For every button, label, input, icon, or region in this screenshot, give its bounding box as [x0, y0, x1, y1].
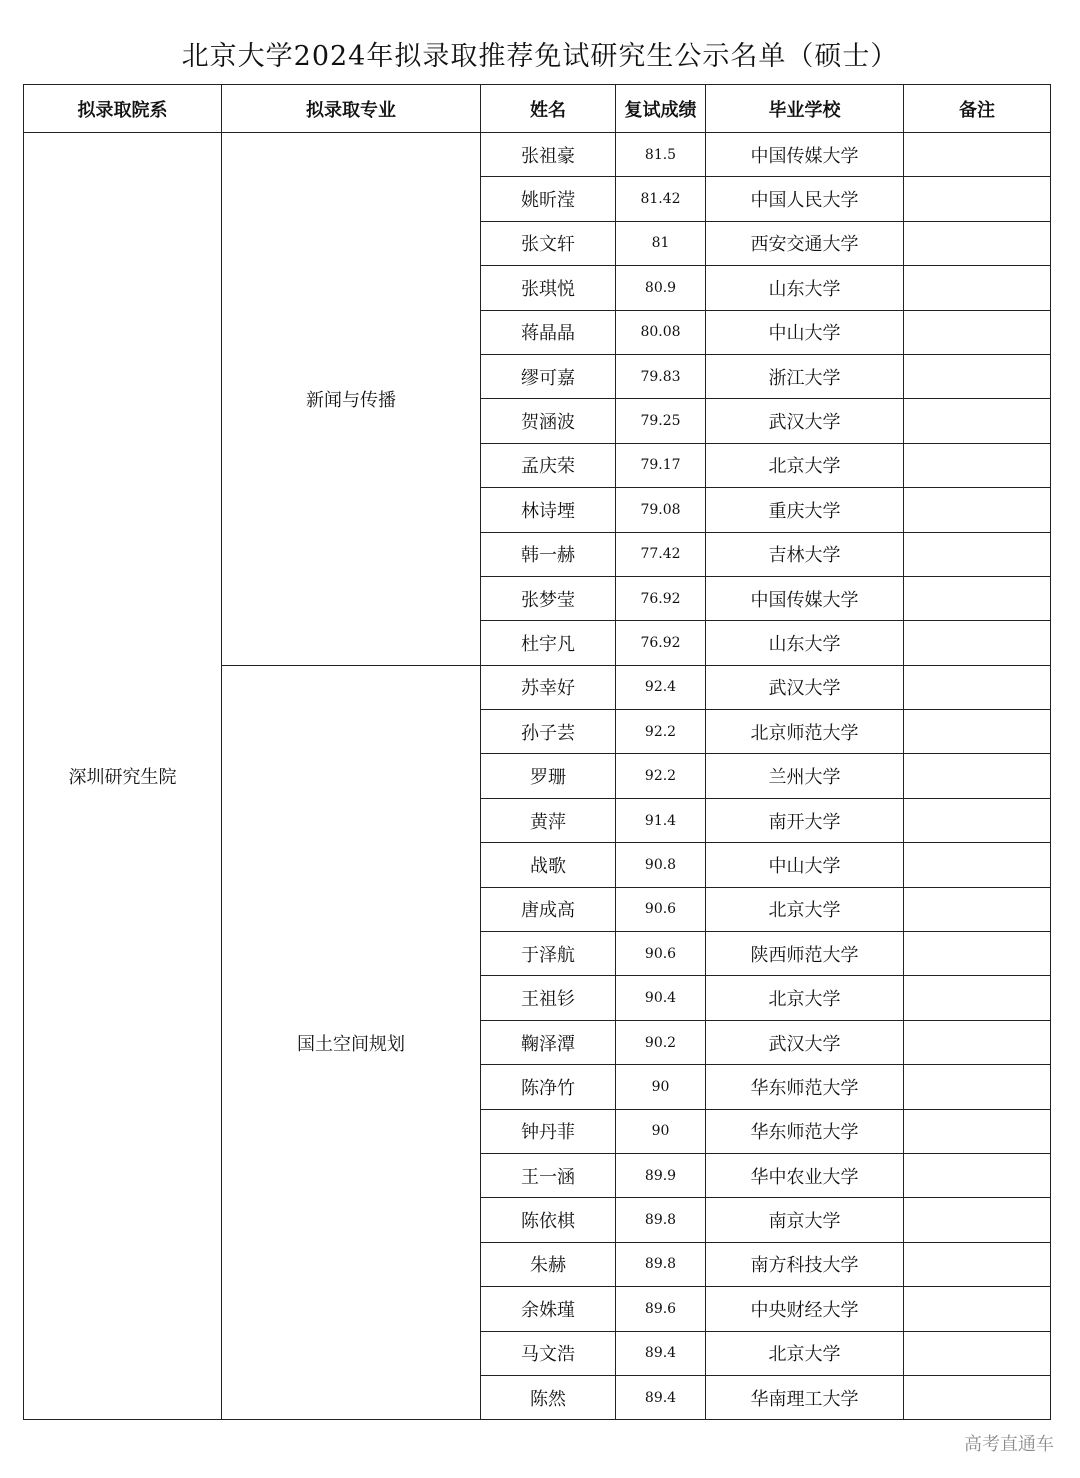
score-cell: 80.08 — [616, 310, 706, 354]
student-name-cell: 韩一赫 — [481, 532, 616, 576]
score-cell: 92.2 — [616, 710, 706, 754]
score-cell: 89.8 — [616, 1242, 706, 1286]
score-cell: 89.4 — [616, 1331, 706, 1375]
score-cell: 81.5 — [616, 133, 706, 177]
school-cell: 中国人民大学 — [706, 177, 904, 221]
student-name-cell: 缪可嘉 — [481, 354, 616, 398]
school-cell: 武汉大学 — [706, 665, 904, 709]
note-cell — [904, 310, 1051, 354]
score-cell: 90.4 — [616, 976, 706, 1020]
score-cell: 90.6 — [616, 887, 706, 931]
student-name-cell: 杜宇凡 — [481, 621, 616, 665]
note-cell — [904, 1375, 1051, 1419]
school-cell: 兰州大学 — [706, 754, 904, 798]
score-cell: 91.4 — [616, 798, 706, 842]
score-cell: 81 — [616, 221, 706, 265]
student-name-cell: 陈依棋 — [481, 1198, 616, 1242]
note-cell — [904, 1331, 1051, 1375]
student-name-cell: 唐成高 — [481, 887, 616, 931]
student-name-cell: 王一涵 — [481, 1153, 616, 1197]
note-cell — [904, 1065, 1051, 1109]
student-name-cell: 战歌 — [481, 843, 616, 887]
note-cell — [904, 887, 1051, 931]
school-cell: 北京大学 — [706, 1331, 904, 1375]
school-cell: 北京大学 — [706, 976, 904, 1020]
student-name-cell: 张琪悦 — [481, 266, 616, 310]
table-row — [24, 133, 1051, 177]
score-cell: 80.9 — [616, 266, 706, 310]
school-cell: 南方科技大学 — [706, 1242, 904, 1286]
student-name-cell: 钟丹菲 — [481, 1109, 616, 1153]
student-name-cell: 余姝瑾 — [481, 1287, 616, 1331]
note-cell — [904, 1198, 1051, 1242]
student-name-cell: 陈净竹 — [481, 1065, 616, 1109]
score-cell: 90 — [616, 1065, 706, 1109]
school-cell: 中国传媒大学 — [706, 133, 904, 177]
school-cell: 华东师范大学 — [706, 1065, 904, 1109]
school-cell: 华南理工大学 — [706, 1375, 904, 1419]
school-cell: 山东大学 — [706, 266, 904, 310]
note-cell — [904, 177, 1051, 221]
score-cell: 76.92 — [616, 621, 706, 665]
note-cell — [904, 133, 1051, 177]
department-cell: 深圳研究生院 — [24, 133, 222, 1420]
student-name-cell: 贺涵波 — [481, 399, 616, 443]
note-cell — [904, 976, 1051, 1020]
school-cell: 武汉大学 — [706, 1020, 904, 1064]
note-cell — [904, 843, 1051, 887]
student-name-cell: 姚昕滢 — [481, 177, 616, 221]
student-name-cell: 张祖豪 — [481, 133, 616, 177]
score-cell: 92.4 — [616, 665, 706, 709]
note-cell — [904, 1153, 1051, 1197]
student-name-cell: 蒋晶晶 — [481, 310, 616, 354]
school-cell: 南开大学 — [706, 798, 904, 842]
score-cell: 90.2 — [616, 1020, 706, 1064]
student-name-cell: 张文轩 — [481, 221, 616, 265]
school-cell: 中央财经大学 — [706, 1287, 904, 1331]
score-cell: 89.9 — [616, 1153, 706, 1197]
school-cell: 西安交通大学 — [706, 221, 904, 265]
student-name-cell: 朱赫 — [481, 1242, 616, 1286]
page-title: 北京大学2024年拟录取推荐免试研究生公示名单（硕士） — [181, 41, 899, 72]
student-name-cell: 陈然 — [481, 1375, 616, 1419]
note-cell — [904, 932, 1051, 976]
student-name-cell: 孟庆荣 — [481, 443, 616, 487]
column-header-school: 毕业学校 — [706, 85, 904, 133]
school-cell: 中山大学 — [706, 310, 904, 354]
student-name-cell: 王祖钐 — [481, 976, 616, 1020]
score-cell: 90.8 — [616, 843, 706, 887]
note-cell — [904, 710, 1051, 754]
column-header-department: 拟录取院系 — [24, 85, 222, 133]
school-cell: 华东师范大学 — [706, 1109, 904, 1153]
column-header-score: 复试成绩 — [616, 85, 706, 133]
table-body — [24, 133, 1051, 1420]
school-cell: 浙江大学 — [706, 354, 904, 398]
column-header-note: 备注 — [904, 85, 1051, 133]
score-cell: 89.8 — [616, 1198, 706, 1242]
school-cell: 山东大学 — [706, 621, 904, 665]
school-cell: 重庆大学 — [706, 488, 904, 532]
table-header-row — [24, 85, 1051, 133]
score-cell: 79.25 — [616, 399, 706, 443]
note-cell — [904, 798, 1051, 842]
score-cell: 89.6 — [616, 1287, 706, 1331]
major-cell: 国土空间规划 — [222, 665, 481, 1420]
student-name-cell: 林诗堙 — [481, 488, 616, 532]
note-cell — [904, 399, 1051, 443]
student-name-cell: 孙子芸 — [481, 710, 616, 754]
school-cell: 武汉大学 — [706, 399, 904, 443]
note-cell — [904, 1287, 1051, 1331]
student-name-cell: 于泽航 — [481, 932, 616, 976]
school-cell: 北京大学 — [706, 443, 904, 487]
note-cell — [904, 443, 1051, 487]
school-cell: 中国传媒大学 — [706, 576, 904, 620]
school-cell: 北京大学 — [706, 887, 904, 931]
student-name-cell: 张梦莹 — [481, 576, 616, 620]
school-cell: 陕西师范大学 — [706, 932, 904, 976]
student-name-cell: 苏幸好 — [481, 665, 616, 709]
school-cell: 南京大学 — [706, 1198, 904, 1242]
score-cell: 81.42 — [616, 177, 706, 221]
school-cell: 北京师范大学 — [706, 710, 904, 754]
score-cell: 89.4 — [616, 1375, 706, 1419]
note-cell — [904, 576, 1051, 620]
student-name-cell: 鞠泽潭 — [481, 1020, 616, 1064]
school-cell: 中山大学 — [706, 843, 904, 887]
score-cell: 79.83 — [616, 354, 706, 398]
score-cell: 90 — [616, 1109, 706, 1153]
note-cell — [904, 1242, 1051, 1286]
note-cell — [904, 665, 1051, 709]
note-cell — [904, 1109, 1051, 1153]
score-cell: 77.42 — [616, 532, 706, 576]
school-cell: 华中农业大学 — [706, 1153, 904, 1197]
major-cell: 新闻与传播 — [222, 133, 481, 666]
score-cell: 92.2 — [616, 754, 706, 798]
note-cell — [904, 266, 1051, 310]
score-cell: 76.92 — [616, 576, 706, 620]
column-header-major: 拟录取专业 — [222, 85, 481, 133]
admission-table — [23, 84, 1051, 1420]
note-cell — [904, 532, 1051, 576]
score-cell: 79.17 — [616, 443, 706, 487]
student-name-cell: 罗珊 — [481, 754, 616, 798]
school-cell: 吉林大学 — [706, 532, 904, 576]
watermark: 高考直通车 — [964, 1434, 1054, 1455]
score-cell: 90.6 — [616, 932, 706, 976]
note-cell — [904, 488, 1051, 532]
student-name-cell: 黄萍 — [481, 798, 616, 842]
note-cell — [904, 354, 1051, 398]
student-name-cell: 马文浩 — [481, 1331, 616, 1375]
score-cell: 79.08 — [616, 488, 706, 532]
column-header-name: 姓名 — [481, 85, 616, 133]
note-cell — [904, 621, 1051, 665]
note-cell — [904, 221, 1051, 265]
note-cell — [904, 1020, 1051, 1064]
note-cell — [904, 754, 1051, 798]
